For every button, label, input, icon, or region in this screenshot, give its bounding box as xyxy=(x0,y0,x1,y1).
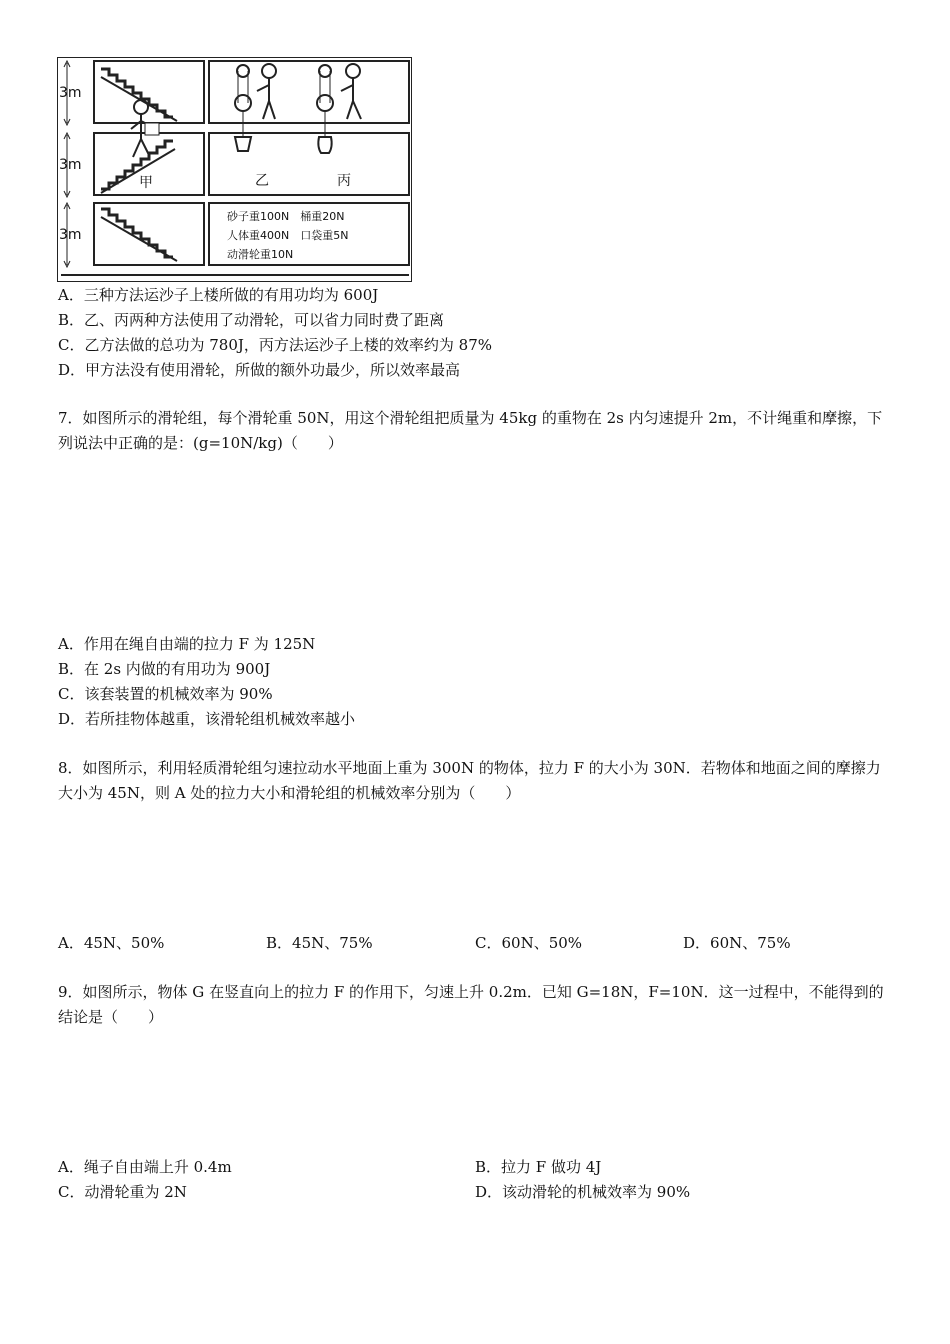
info-line: 人体重400N 口袋重5N xyxy=(227,229,349,242)
q8-option-d: D．60N、75% xyxy=(683,934,791,952)
q7-option-d: D．若所挂物体越重，该滑轮组机械效率越小 xyxy=(58,710,356,728)
q9-option-c: C．动滑轮重为 2N xyxy=(58,1183,187,1201)
floor-label: 3m xyxy=(59,227,82,243)
method-label: 丙 xyxy=(337,173,351,189)
q9-option-d: D．该动滑轮的机械效率为 90% xyxy=(475,1183,691,1201)
q9-stem: 9．如图所示，物体 G 在竖直向上的拉力 F 的作用下，匀速上升 0.2m．已知 G=18N，F=10N．这一过程中，不能得到的结论是（ ） xyxy=(58,983,884,1026)
method-label: 乙 xyxy=(255,173,269,189)
q7-option-c: C．该套装置的机械效率为 90% xyxy=(58,685,273,703)
stairs-pulley-figure xyxy=(57,57,412,282)
q6-option-c: C．乙方法做的总功为 780J，丙方法运沙子上楼的效率约为 87% xyxy=(58,336,492,354)
q8-option-b: B．45N、75% xyxy=(266,934,373,952)
info-line: 砂子重100N 桶重20N xyxy=(227,210,345,223)
q9-option-a: A．绳子自由端上升 0.4m xyxy=(58,1158,232,1176)
info-line: 动滑轮重10N xyxy=(227,248,294,261)
method-label: 甲 xyxy=(139,175,153,191)
q6-option-d: D．甲方法没有使用滑轮，所做的额外功最少，所以效率最高 xyxy=(58,361,461,379)
q8-option-c: C．60N、50% xyxy=(475,934,583,952)
q7-stem: 7．如图所示的滑轮组，每个滑轮重 50N，用这个滑轮组把质量为 45kg 的重物在 2s 内匀速提升 2m，不计绳重和摩擦，下列说法中正确的是：(g=10N/kg)（ ） xyxy=(58,409,883,452)
q6-option-a: A．三种方法运沙子上楼所做的有用功均为 600J xyxy=(58,286,379,304)
floor-label: 3m xyxy=(59,85,82,101)
q9-option-b: B．拉力 F 做功 4J xyxy=(475,1158,602,1176)
floor-label: 3m xyxy=(59,157,82,173)
q7-option-a: A．作用在绳自由端的拉力 F 为 125N xyxy=(58,635,316,653)
q8-option-a: A．45N、50% xyxy=(58,934,165,952)
q6-option-b: B．乙、丙两种方法使用了动滑轮，可以省力同时费了距离 xyxy=(58,311,445,329)
q8-stem: 8．如图所示，利用轻质滑轮组匀速拉动水平地面上重为 300N 的物体，拉力 F 的大小为 30N．若物体和地面之间的摩擦力大小为 45N，则 A 处的拉力大小和滑轮组的机械效率分别为（ ） xyxy=(58,759,881,802)
q7-option-b: B．在 2s 内做的有用功为 900J xyxy=(58,660,271,678)
